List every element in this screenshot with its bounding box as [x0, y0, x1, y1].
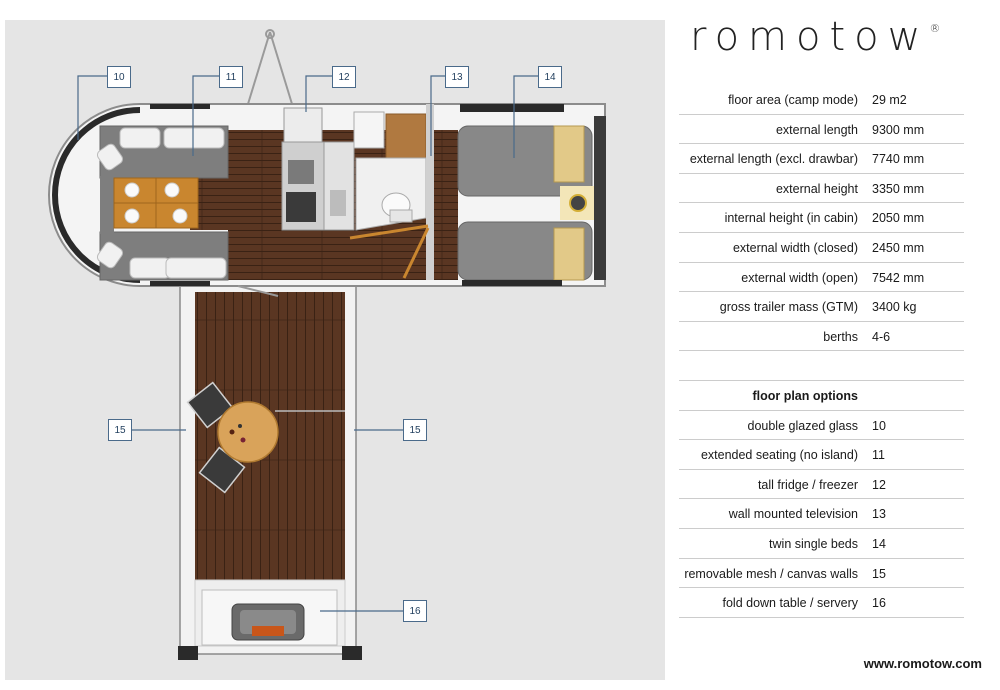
callout-16: 16 — [403, 600, 427, 622]
specs-table — [679, 85, 964, 618]
option-number: 12 — [872, 477, 886, 492]
brand-name: romotow — [690, 14, 930, 60]
spec-row — [679, 322, 964, 352]
option-number: 10 — [872, 418, 886, 433]
round-table — [218, 402, 278, 462]
spec-row — [679, 233, 964, 263]
spec-value: 2050 mm — [872, 211, 925, 226]
option-row — [679, 499, 964, 529]
option-number: 15 — [872, 566, 886, 581]
spec-row — [679, 174, 964, 204]
spec-label: external width (closed) — [732, 240, 858, 255]
option-label: double glazed glass — [747, 418, 858, 433]
spec-row — [679, 115, 964, 145]
option-row — [679, 440, 964, 470]
spec-value: 2450 mm — [872, 240, 925, 255]
spec-row — [679, 203, 964, 233]
website-link[interactable]: www.romotow.com — [863, 656, 982, 671]
spec-row — [679, 292, 964, 322]
option-label: tall fridge / freezer — [757, 477, 858, 492]
spec-label: berths — [823, 329, 858, 344]
option-row — [679, 470, 964, 500]
option-label: extended seating (no island) — [700, 448, 858, 463]
brand-logo — [690, 14, 940, 60]
options-heading: floor plan options — [752, 388, 858, 403]
option-number: 14 — [872, 536, 886, 551]
bbq-grill — [232, 604, 304, 640]
spacer-row — [679, 351, 964, 381]
spec-row — [679, 85, 964, 115]
spec-value: 3350 mm — [872, 181, 925, 196]
spec-label: gross trailer mass (GTM) — [719, 300, 858, 315]
spec-label: external height — [775, 181, 858, 196]
deck-wheel-left — [178, 646, 198, 660]
spec-label: internal height (in cabin) — [724, 211, 858, 226]
bedroom-partition — [426, 104, 434, 280]
spec-value: 29 m2 — [872, 93, 907, 107]
spec-value: 7740 mm — [872, 152, 925, 167]
spec-value: 4-6 — [872, 329, 891, 344]
spec-label: floor area (camp mode) — [728, 93, 858, 107]
option-number: 13 — [872, 507, 886, 522]
option-label: removable mesh / canvas walls — [684, 566, 858, 581]
option-row — [679, 529, 964, 559]
callout-10: 10 — [107, 66, 131, 88]
dining-table — [114, 178, 198, 228]
spec-label: external length (excl. drawbar) — [689, 152, 858, 167]
option-number: 16 — [872, 596, 886, 611]
registered-mark: ® — [929, 22, 941, 35]
callout-14: 14 — [538, 66, 562, 88]
spec-value: 7542 mm — [872, 270, 925, 285]
spec-row — [679, 144, 964, 174]
option-row — [679, 588, 964, 618]
deck-wheel-right — [342, 646, 362, 660]
option-number: 11 — [872, 448, 885, 463]
option-label: wall mounted television — [728, 507, 858, 522]
callout-11: 11 — [219, 66, 243, 88]
option-row — [679, 559, 964, 589]
tv-wall-mount — [460, 104, 564, 112]
option-label: twin single beds — [769, 536, 858, 551]
spec-label: external length — [775, 122, 858, 137]
callout-13: 13 — [445, 66, 469, 88]
callout-15-right: 15 — [403, 419, 427, 441]
spec-value: 9300 mm — [872, 122, 925, 137]
spec-row — [679, 263, 964, 293]
option-row — [679, 411, 964, 441]
option-label: fold down table / servery — [722, 596, 858, 611]
spec-value: 3400 kg — [872, 300, 917, 315]
options-heading-row — [679, 381, 964, 411]
spec-label: external width (open) — [741, 270, 858, 285]
callout-12: 12 — [332, 66, 356, 88]
callout-15-left: 15 — [108, 419, 132, 441]
